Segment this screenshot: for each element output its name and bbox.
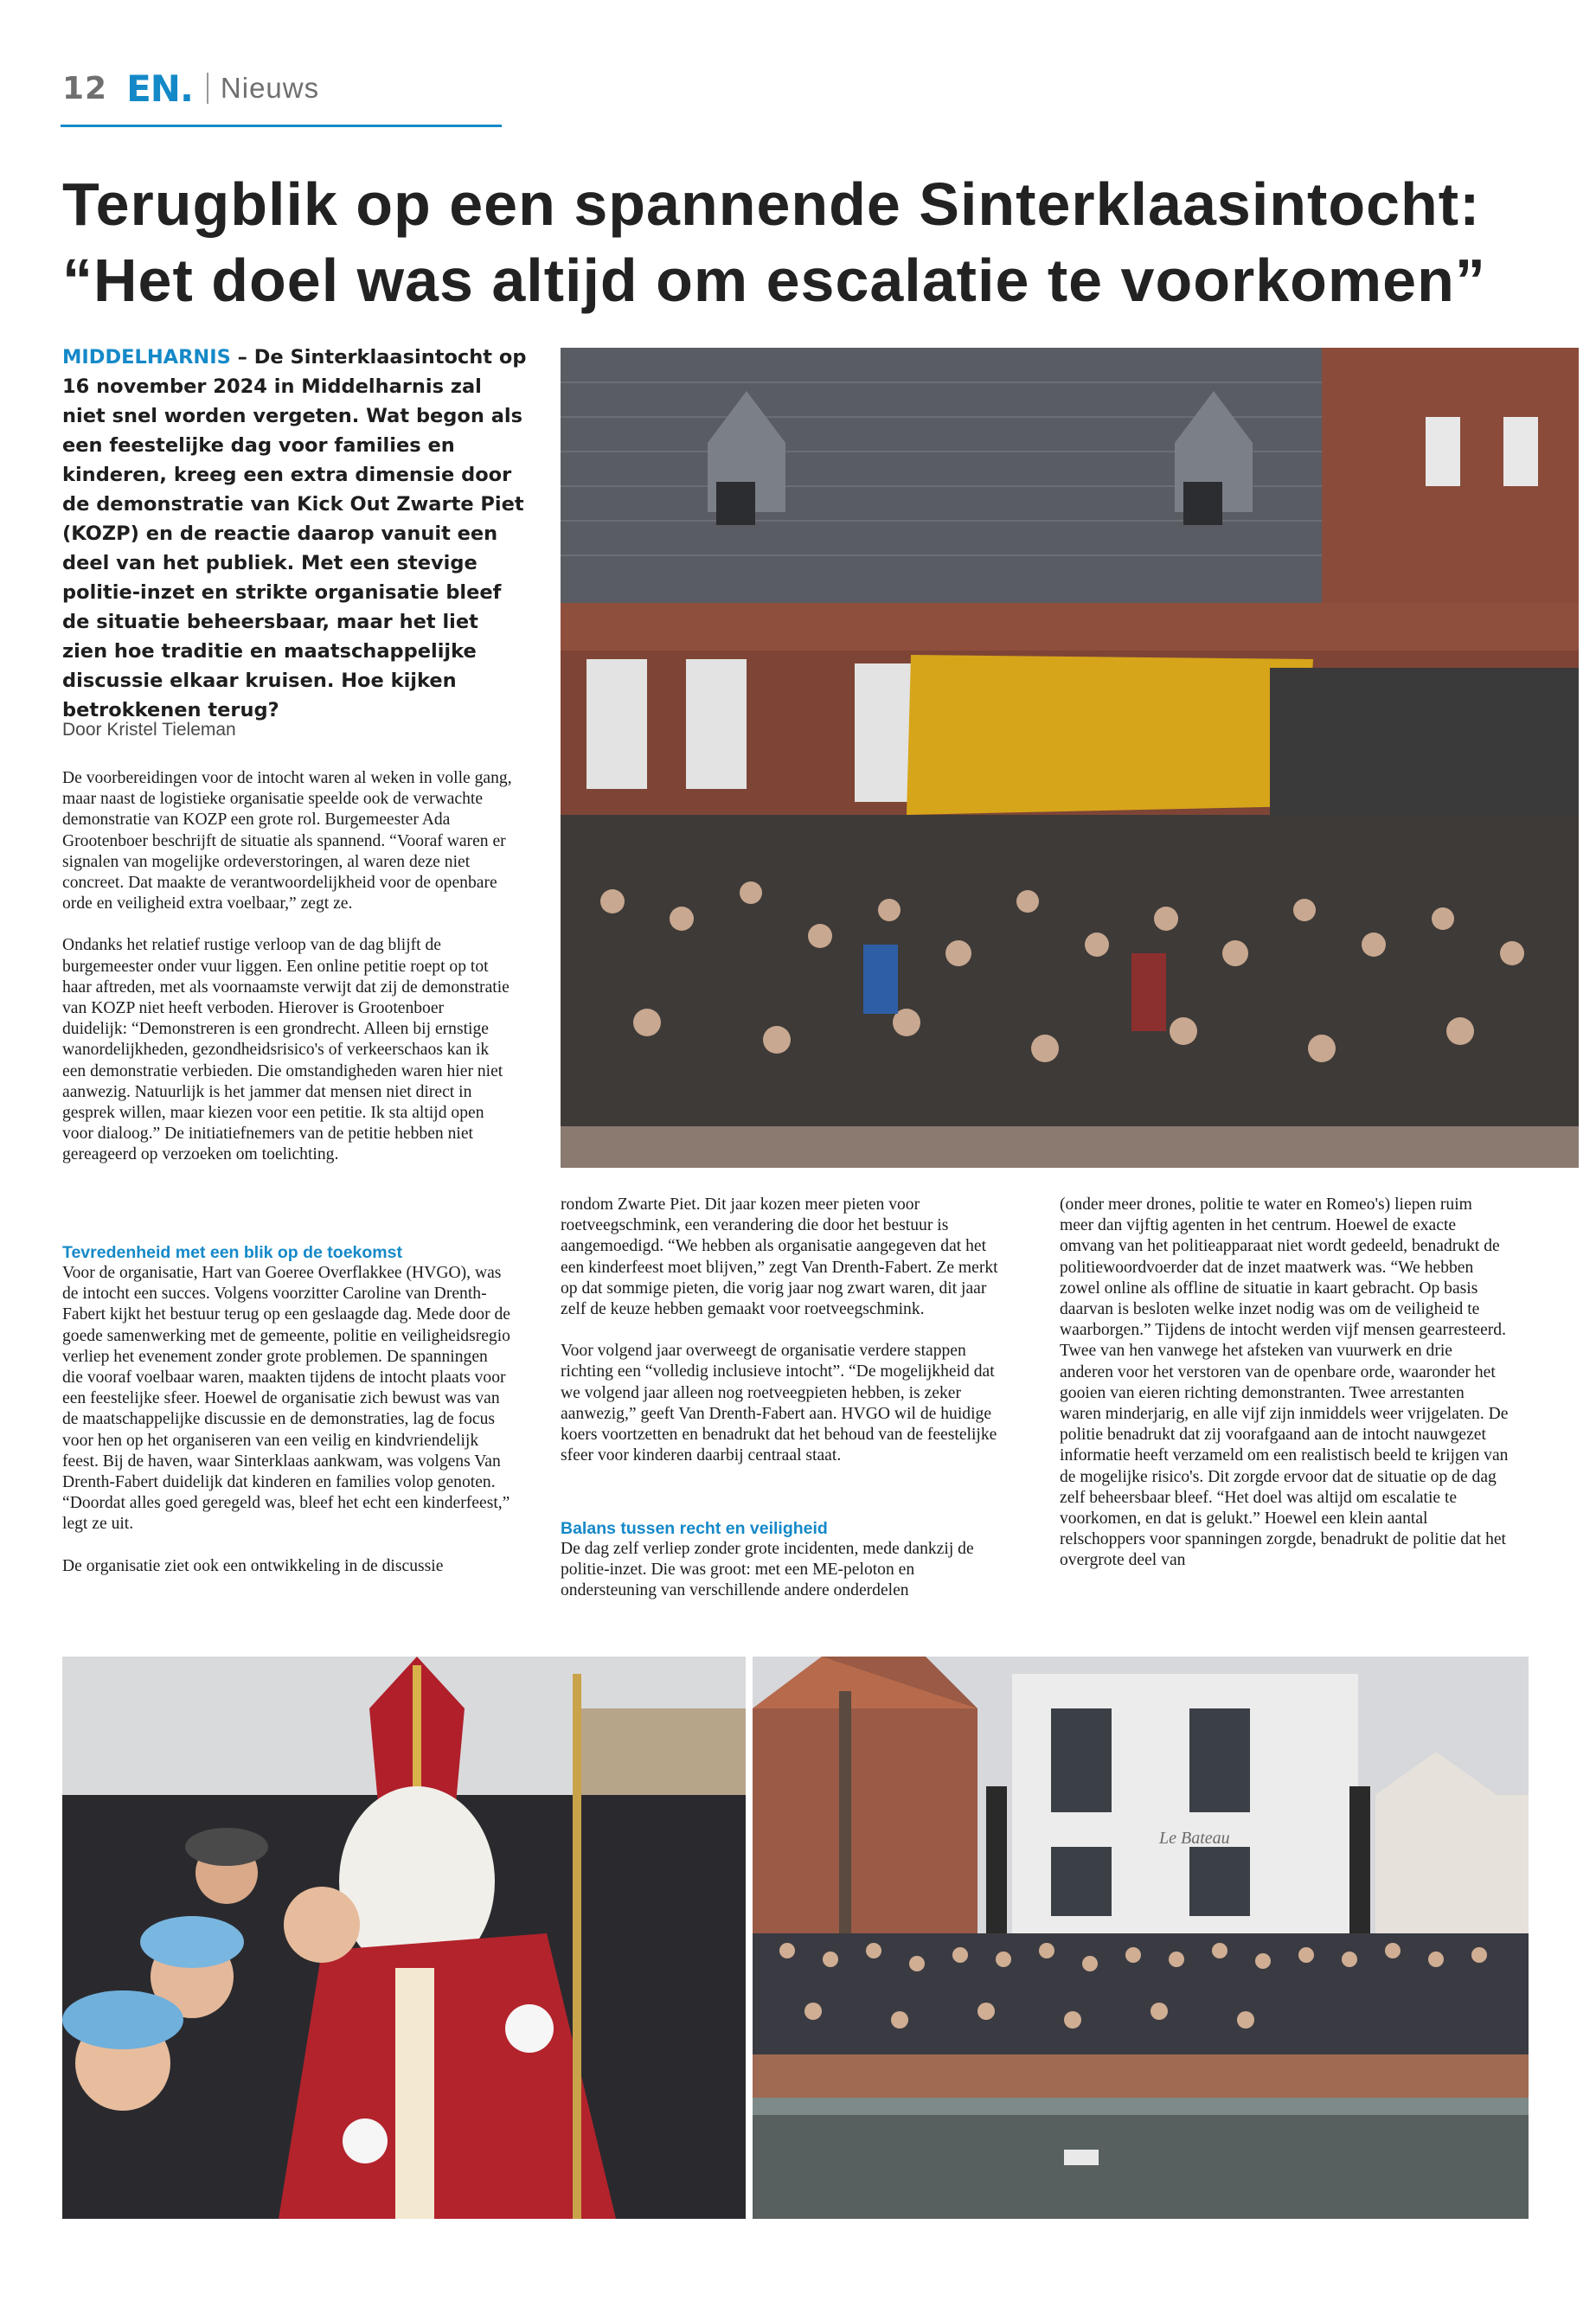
column-1-bottom (62, 1242, 512, 1598)
page-number: 12 (62, 70, 108, 106)
paragraph: De voorbereidingen voor de intocht waren al weken in volle gang, maar naast de logistieke organisatie speelde ook de verwachte demonstratie van KOZP een grote rol. Burgemeester Ada Grootenboer beschrijft de situatie als spannend. “Vooraf waren er signalen van mogelijke ordeverstoringen, al waren deze niet concreet. Dat maakte de verantwoordelijkheid voor de openbare orde en veiligheid extra voelbaar,” zegt ze. (62, 769, 512, 913)
subheading: Balans tussen recht en veiligheid (561, 1519, 828, 1538)
paragraph: Ondanks het relatief rustige verloop van de dag blijft de burgemeester onder vuur liggen. Een online petitie roept op tot haar aftreden, met als voornaamste verwijt dat zij de demonstratie van KOZP niet heeft verboden. Hierover is Grootenboer duidelijk: “Demonstreren is een grondrecht. Alleen bij ernstige wanordelijkheden, gezondheidsrisico's of verkeerschaos kan ik een demonstratie verbieden. Die omstandigheden waren hier niet aanwezig. Natuurlijk is het jammer dat mensen niet direct in gesprek willen, maar kiezen voor een petitie. Ik sta altijd open voor dialoog.” De initiatiefnemers van de petitie hebben niet gereageerd op verzoeken om toelichting. (62, 936, 510, 1164)
column-2-bottom (561, 1518, 1010, 1623)
cafe-sign: Le Bateau (1159, 1829, 1230, 1848)
header-rule (61, 125, 502, 127)
photo-crowd-square (561, 348, 1579, 1168)
headline-line-1: Terugblik op een spannende Sinterklaasintocht: (62, 170, 1481, 238)
paragraph: Voor volgend jaar overweegt de organisatie verdere stappen richting een “volledig inclusieve intocht”. “De mogelijkheid dat we volgend jaar alleen nog roetveegpieten hebben, is zeker aanwezig,” geeft Van Drenth-Fabert aan. HVGO wil de huidige koers voortzetten en benadrukt dat het behoud van de feestelijke sfeer voor kinderen daarbij centraal staat. (561, 1342, 997, 1465)
dateline-location: MIDDELHARNIS (62, 346, 231, 369)
photo-harbour-crowd (753, 1657, 1529, 2219)
header-divider (207, 73, 208, 104)
column-1-top (62, 768, 512, 1187)
column-3 (1060, 1195, 1509, 1593)
article-headline (62, 166, 1550, 318)
paragraph: De dag zelf verliep zonder grote incidenten, mede dankzij de politie-inzet. Die was groot: met een ME-peloton en ondersteuning van verschillende andere onderdelen (561, 1540, 974, 1600)
subheading: Tevredenheid met een blik op de toekomst (62, 1243, 402, 1262)
page-header (62, 62, 319, 114)
paragraph: rondom Zwarte Piet. Dit jaar kozen meer pieten voor roetveegschmink, een verandering die door het bestuur is aangemoedigd. “We hebben als organisatie aangegeven dat het een kinderfeest moet blijven,” zegt Van Drenth-Fabert. Ze merkt op dat sommige pieten, die vorig jaar nog zwart waren, dit jaar zelf de keuze hebben gemaakt voor roetveegschmink. (561, 1195, 998, 1319)
section-label: Nieuws (220, 72, 320, 104)
intro-text: – De Sinterklaasintocht op 16 november 2024 in Middelharnis zal niet snel worden vergeten. Wat begon als een feestelijke dag voor families en kinderen, kreeg een extra dimensie door de demonstratie van Kick Out Zwarte Piet (KOZP) en de reactie daarop vanuit een deel van het publiek. Met een stevige politie-inzet en strikte organisatie bleef de situatie beheersbaar, maar het liet zien hoe traditie en maatschappelijke discussie elkaar kruisen. Hoe kijken betrokkenen terug? (62, 346, 527, 721)
photo-sinterklaas-children (62, 1657, 746, 2219)
newspaper-logo: EN. (126, 67, 193, 110)
headline-line-2: “Het doel was altijd om escalatie te voorkomen” (62, 247, 1486, 314)
paragraph: (onder meer drones, politie te water en Romeo's) liepen ruim meer dan vijftig agenten in het centrum. Hoewel de exacte omvang van het politieapparaat niet wordt gedeeld, benadrukt de politiewoordvoerder dat de inzet maatwerk was. “We hebben zowel online als offline de situatie in kaart gebracht. Op basis daarvan is besloten welke inzet nodig was om de veiligheid te waarborgen.” Tijdens de intocht werden vijf mensen gearresteerd. Twee van hen vanwege het afsteken van vuurwerk en drie anderen voor het verstoren van de openbare orde, waaronder het gooien van eieren richting demonstranten. Twee arrestanten waren minderjarig, en alle vijf zijn inmiddels weer vrijgelaten. De politie benadrukt dat zij voorafgaand aan de intocht nauwgezet informatie heeft verzameld om een realistisch beeld te krijgen van de mogelijke risico's. Dit zorgde ervoor dat de situatie op de dag zelf beheersbaar bleef. “Het doel was altijd om escalatie te voorkomen, en dat is gelukt.” Hoewel een klein aantal relschoppers voor spanningen zorgde, benadrukt de politie dat het overgrote deel van (1060, 1195, 1509, 1570)
article-intro (62, 343, 529, 725)
byline: Door Kristel Tieleman (62, 720, 236, 740)
column-2-top (561, 1195, 1010, 1487)
paragraph: Voor de organisatie, Hart van Goeree Overflakkee (HVGO), was de intocht een succes. Volgens voorzitter Caroline van Drenth-Fabert kijkt het bestuur terug op een geslaagde dag. Mede door de goede samenwerking met de gemeente, politie en veiligheidsregio verliep het evenement zonder grote problemen. De spanningen die vooraf voelbaar waren, maakten tijdens de intocht plaats voor een feestelijke sfeer. Hoewel de organisatie zich bewust was van de maatschappelijke discussie en de demonstraties, lag de focus voor hen op het organiseren van een veilig en kindvriendelijk feest. Bij de haven, waar Sinterklaas aankwam, was volgens Van Drenth-Fabert duidelijk dat kinderen en families volop genoten. “Doordat alles goed geregeld was, bleef het echt een kinderfeest,” legt ze uit. (62, 1264, 510, 1534)
paragraph: De organisatie ziet ook een ontwikkeling in de discussie (62, 1556, 444, 1575)
